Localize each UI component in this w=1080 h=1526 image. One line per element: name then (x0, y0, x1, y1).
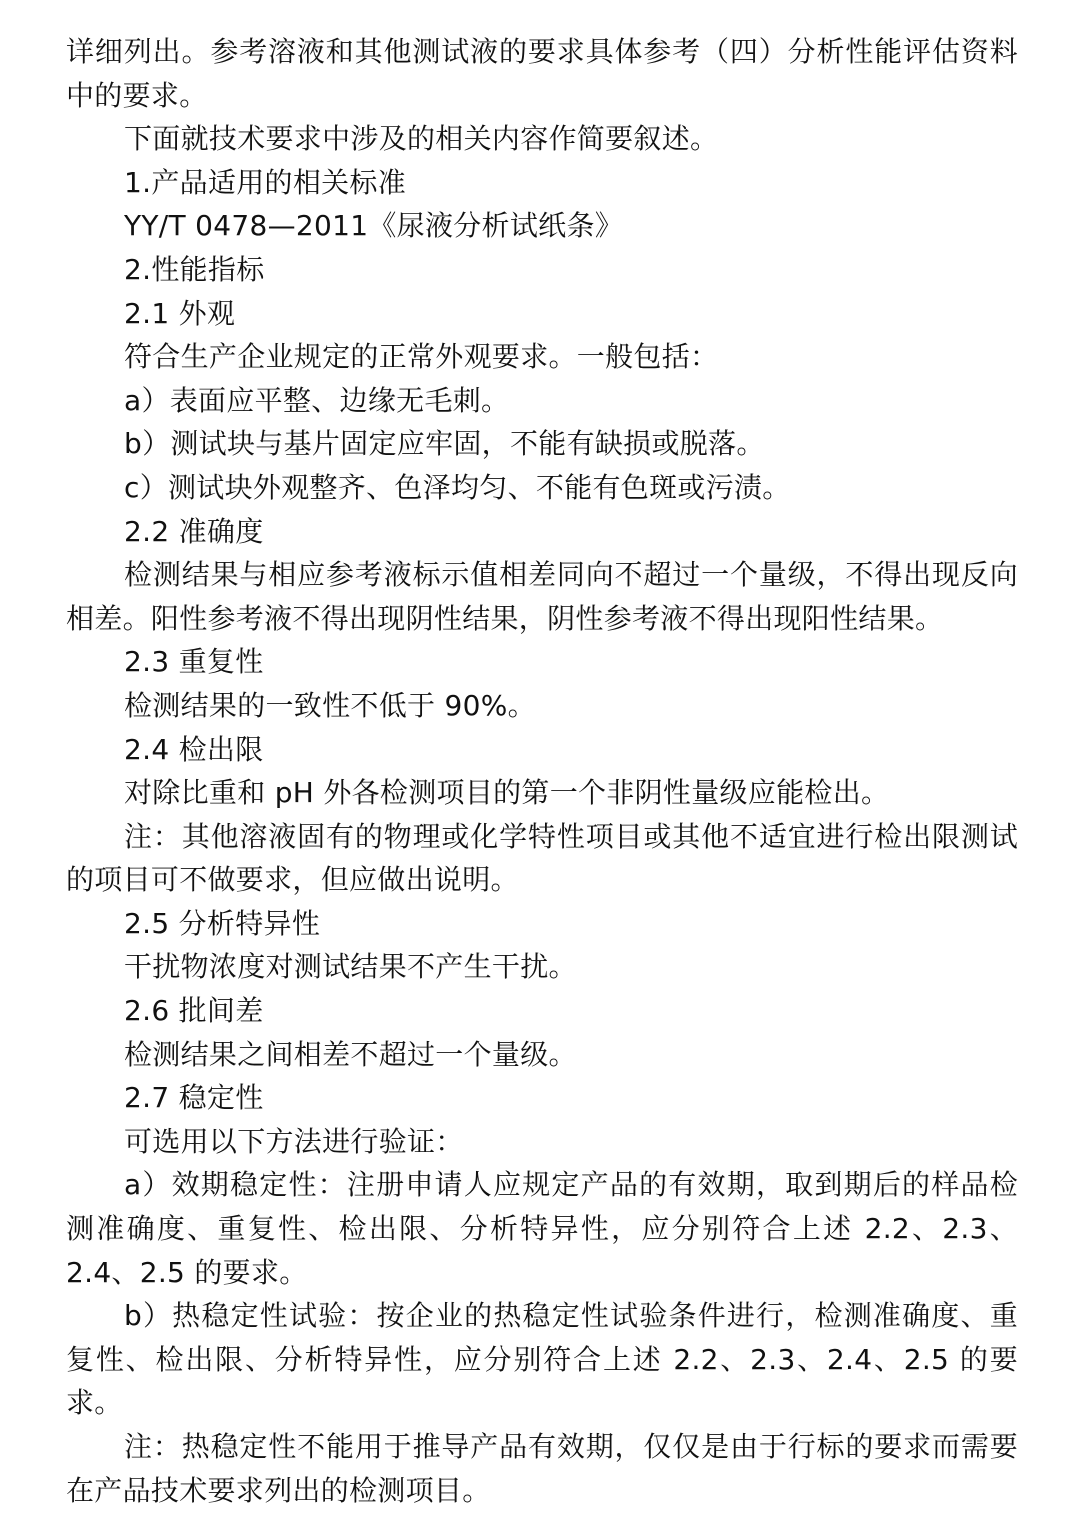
heading-detection-limit: 2.4 检出限 (124, 732, 264, 766)
heading-repeatability: 2.3 重复性 (124, 645, 264, 679)
paragraph-accuracy: 检测结果与相应参考液标示值相差同向不超过一个量级，不得出现反向相差。阳性参考液不得出现阴性结果，阴性参考液不得出现阳性结果。 (66, 558, 1018, 635)
paragraph-specificity: 干扰物浓度对测试结果不产生干扰。 (124, 950, 577, 984)
paragraph-appearance: 符合生产企业规定的正常外观要求。一般包括： (124, 340, 719, 374)
paragraph-intro: 下面就技术要求中涉及的相关内容作简要叙述。 (124, 122, 719, 156)
heading-performance: 2.性能指标 (124, 252, 265, 286)
paragraph-detection-limit: 对除比重和 pH 外各检测项目的第一个非阴性量级应能检出。 (124, 776, 890, 810)
list-item-thermal: b）热稳定性试验：按企业的热稳定性试验条件进行，检测准确度、重复性、检出限、分析特异性，应分别符合上述 2.2、2.3、2.4、2.5 的要求。 (66, 1299, 1018, 1420)
list-item-a: a）表面应平整、边缘无毛刺。 (124, 383, 510, 417)
list-item-shelf-life: a）效期稳定性：注册申请人应规定产品的有效期，取到期后的样品检测准确度、重复性、检出限、分析特异性，应分别符合上述 2.2、2.3、2.4、2.5 的要求。 (66, 1168, 1018, 1289)
paragraph-continuation: 详细列出。参考溶液和其他测试液的要求具体参考（四）分析性能评估资料中的要求。 (66, 35, 1018, 112)
list-item-b: b）测试块与基片固定应牢固，不能有缺损或脱落。 (124, 427, 765, 461)
heading-standards: 1.产品适用的相关标准 (124, 165, 407, 199)
heading-batch-variance: 2.6 批间差 (124, 994, 264, 1028)
heading-stability: 2.7 稳定性 (124, 1081, 264, 1115)
paragraph-repeatability: 检测结果的一致性不低于 90%。 (124, 688, 536, 722)
note-detection-limit: 注：其他溶液固有的物理或化学特性项目或其他不适宜进行检出限测试的项目可不做要求，但应做出说明。 (66, 819, 1018, 897)
document-body (66, 30, 1018, 1512)
paragraph-batch-variance: 检测结果之间相差不超过一个量级。 (124, 1037, 577, 1071)
paragraph-stability-intro: 可选用以下方法进行验证： (124, 1124, 464, 1158)
heading-appearance: 2.1 外观 (124, 296, 236, 330)
heading-specificity: 2.5 分析特异性 (124, 906, 321, 940)
list-item-c: c）测试块外观整齐、色泽均匀、不能有色斑或污渍。 (124, 470, 791, 504)
heading-accuracy: 2.2 准确度 (124, 514, 264, 548)
note-thermal: 注：热稳定性不能用于推导产品有效期，仅仅是由于行标的要求而需要在产品技术要求列出的检测项目。 (66, 1430, 1018, 1507)
standard-reference: YY/T 0478—2011《尿液分析试纸条》 (124, 209, 624, 243)
